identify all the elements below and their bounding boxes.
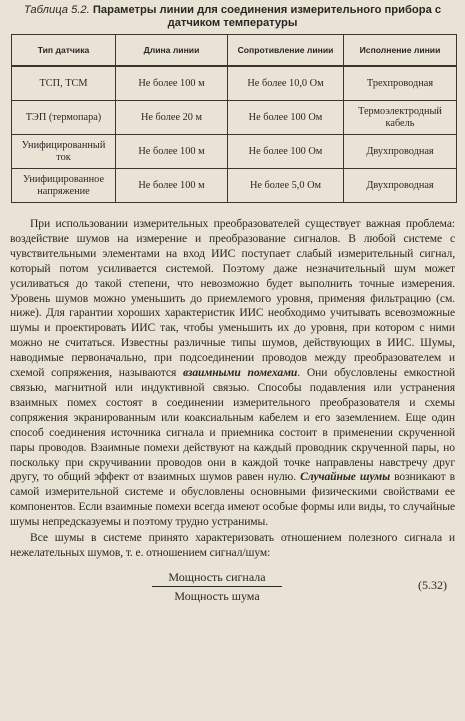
table-cell: Термоэлектродный кабель bbox=[344, 101, 457, 135]
table-cell: Трехпроводная bbox=[344, 66, 457, 101]
table-cell: Не более 5,0 Ом bbox=[228, 169, 344, 203]
sensor-line-table bbox=[11, 34, 457, 203]
table-cell: ТЭП (термопара) bbox=[12, 101, 116, 135]
table-header-row bbox=[12, 35, 457, 67]
table-caption bbox=[10, 4, 455, 30]
table-cell: Не более 10,0 Ом bbox=[228, 66, 344, 101]
table-row bbox=[12, 101, 457, 135]
column-header: Исполнение линии bbox=[344, 35, 457, 67]
body-text bbox=[10, 217, 455, 561]
paragraph-snr: Все шумы в системе принято характеризовать отношением полезного сигнала и нежелательных шумов, т. е. отношением сигнал/шум: bbox=[10, 531, 455, 559]
table-cell: Двухпроводная bbox=[344, 135, 457, 169]
table-row bbox=[12, 135, 457, 169]
table-cell: Не более 100 м bbox=[116, 66, 228, 101]
table-row bbox=[12, 169, 457, 203]
table-caption-title: Параметры линии для соединения измерительного прибора с датчиком температуры bbox=[92, 4, 442, 29]
paragraph-noise bbox=[10, 217, 455, 530]
fraction-denominator: Мощность шума bbox=[174, 588, 260, 603]
paragraph-text: . Они обусловлены емкостной связью, магнитной или индуктивной связью. Способы подавления или устранения взаимных помех состоят в соединении измерительного преобразователя и схемы сопряжения экранированным или коаксиальным кабелем и его заземлением. Еще один способ соединения источника сигнала и приемника состоит в применении скрученной пары проводов. Взаимные помехи действуют на каждый проводник скрученной пары, но поскольку при скручивании проводов они в каждой точке направлены навстречу друг другу, то общий эффект от взаимных шумов равен нулю. bbox=[10, 366, 455, 484]
paragraph-text: При использовании измерительных преобразователей существует важная проблема: воздействие шумов на измерение и преобразование сигналов. В любой системе с чувствительными элементами на вход ИИС поступает слабый измерительный сигнал, который потом усиливается системой. Поэтому даже незначительный шум может усиливаться до такой степени, что невозможно будет выполнить точные измерения. Уровень шумов можно уменьшить до приемлемого уровня, применяя фильтрацию (см. ниже). Для гарантии хороших характеристик ИИС необходимо учитывать всевозможные шумы и проектировать ИИС так, чтобы уменьшить их до уровня, при котором с ними можно не считаться. Известны различные типы шумов, действующих в ИИС. Шумы, наводимые первоначально, при подсоединении проводов между преобразователем и схемой сопряжения, называются bbox=[10, 217, 455, 380]
table-cell: Не более 100 Ом bbox=[228, 101, 344, 135]
table-cell: Двухпроводная bbox=[344, 169, 457, 203]
table-cell: Унифицированный ток bbox=[12, 135, 116, 169]
table-cell: Не более 100 м bbox=[116, 169, 228, 203]
term-mutual-interference: взаимными помехами bbox=[182, 366, 298, 380]
column-header: Сопротивление линии bbox=[228, 35, 344, 67]
fraction bbox=[152, 569, 282, 604]
table-cell: Не более 100 м bbox=[116, 135, 228, 169]
table-cell: Не более 100 Ом bbox=[228, 135, 344, 169]
formula-snr bbox=[10, 567, 455, 611]
equation-number: (5.32) bbox=[418, 577, 447, 592]
table-cell: ТСП, ТСМ bbox=[12, 66, 116, 101]
table-row bbox=[12, 66, 457, 101]
column-header: Длина линии bbox=[116, 35, 228, 67]
fraction-numerator: Мощность сигнала bbox=[152, 569, 282, 587]
table-caption-number: Таблица 5.2. bbox=[23, 4, 90, 16]
term-random-noise: Случайные шумы bbox=[300, 470, 391, 484]
column-header: Тип датчика bbox=[12, 35, 116, 67]
paragraph-text: возникают в самой измерительной системе и обусловлены основными физическими свойствами ее компонентов. Если взаимные помехи всегда имеют особые формы или виды, то случайные шумы непредсказуемы и поэтому трудно устранимы. bbox=[10, 470, 455, 529]
table-cell: Унифицированное напряжение bbox=[12, 169, 116, 203]
table-cell: Не более 20 м bbox=[116, 101, 228, 135]
